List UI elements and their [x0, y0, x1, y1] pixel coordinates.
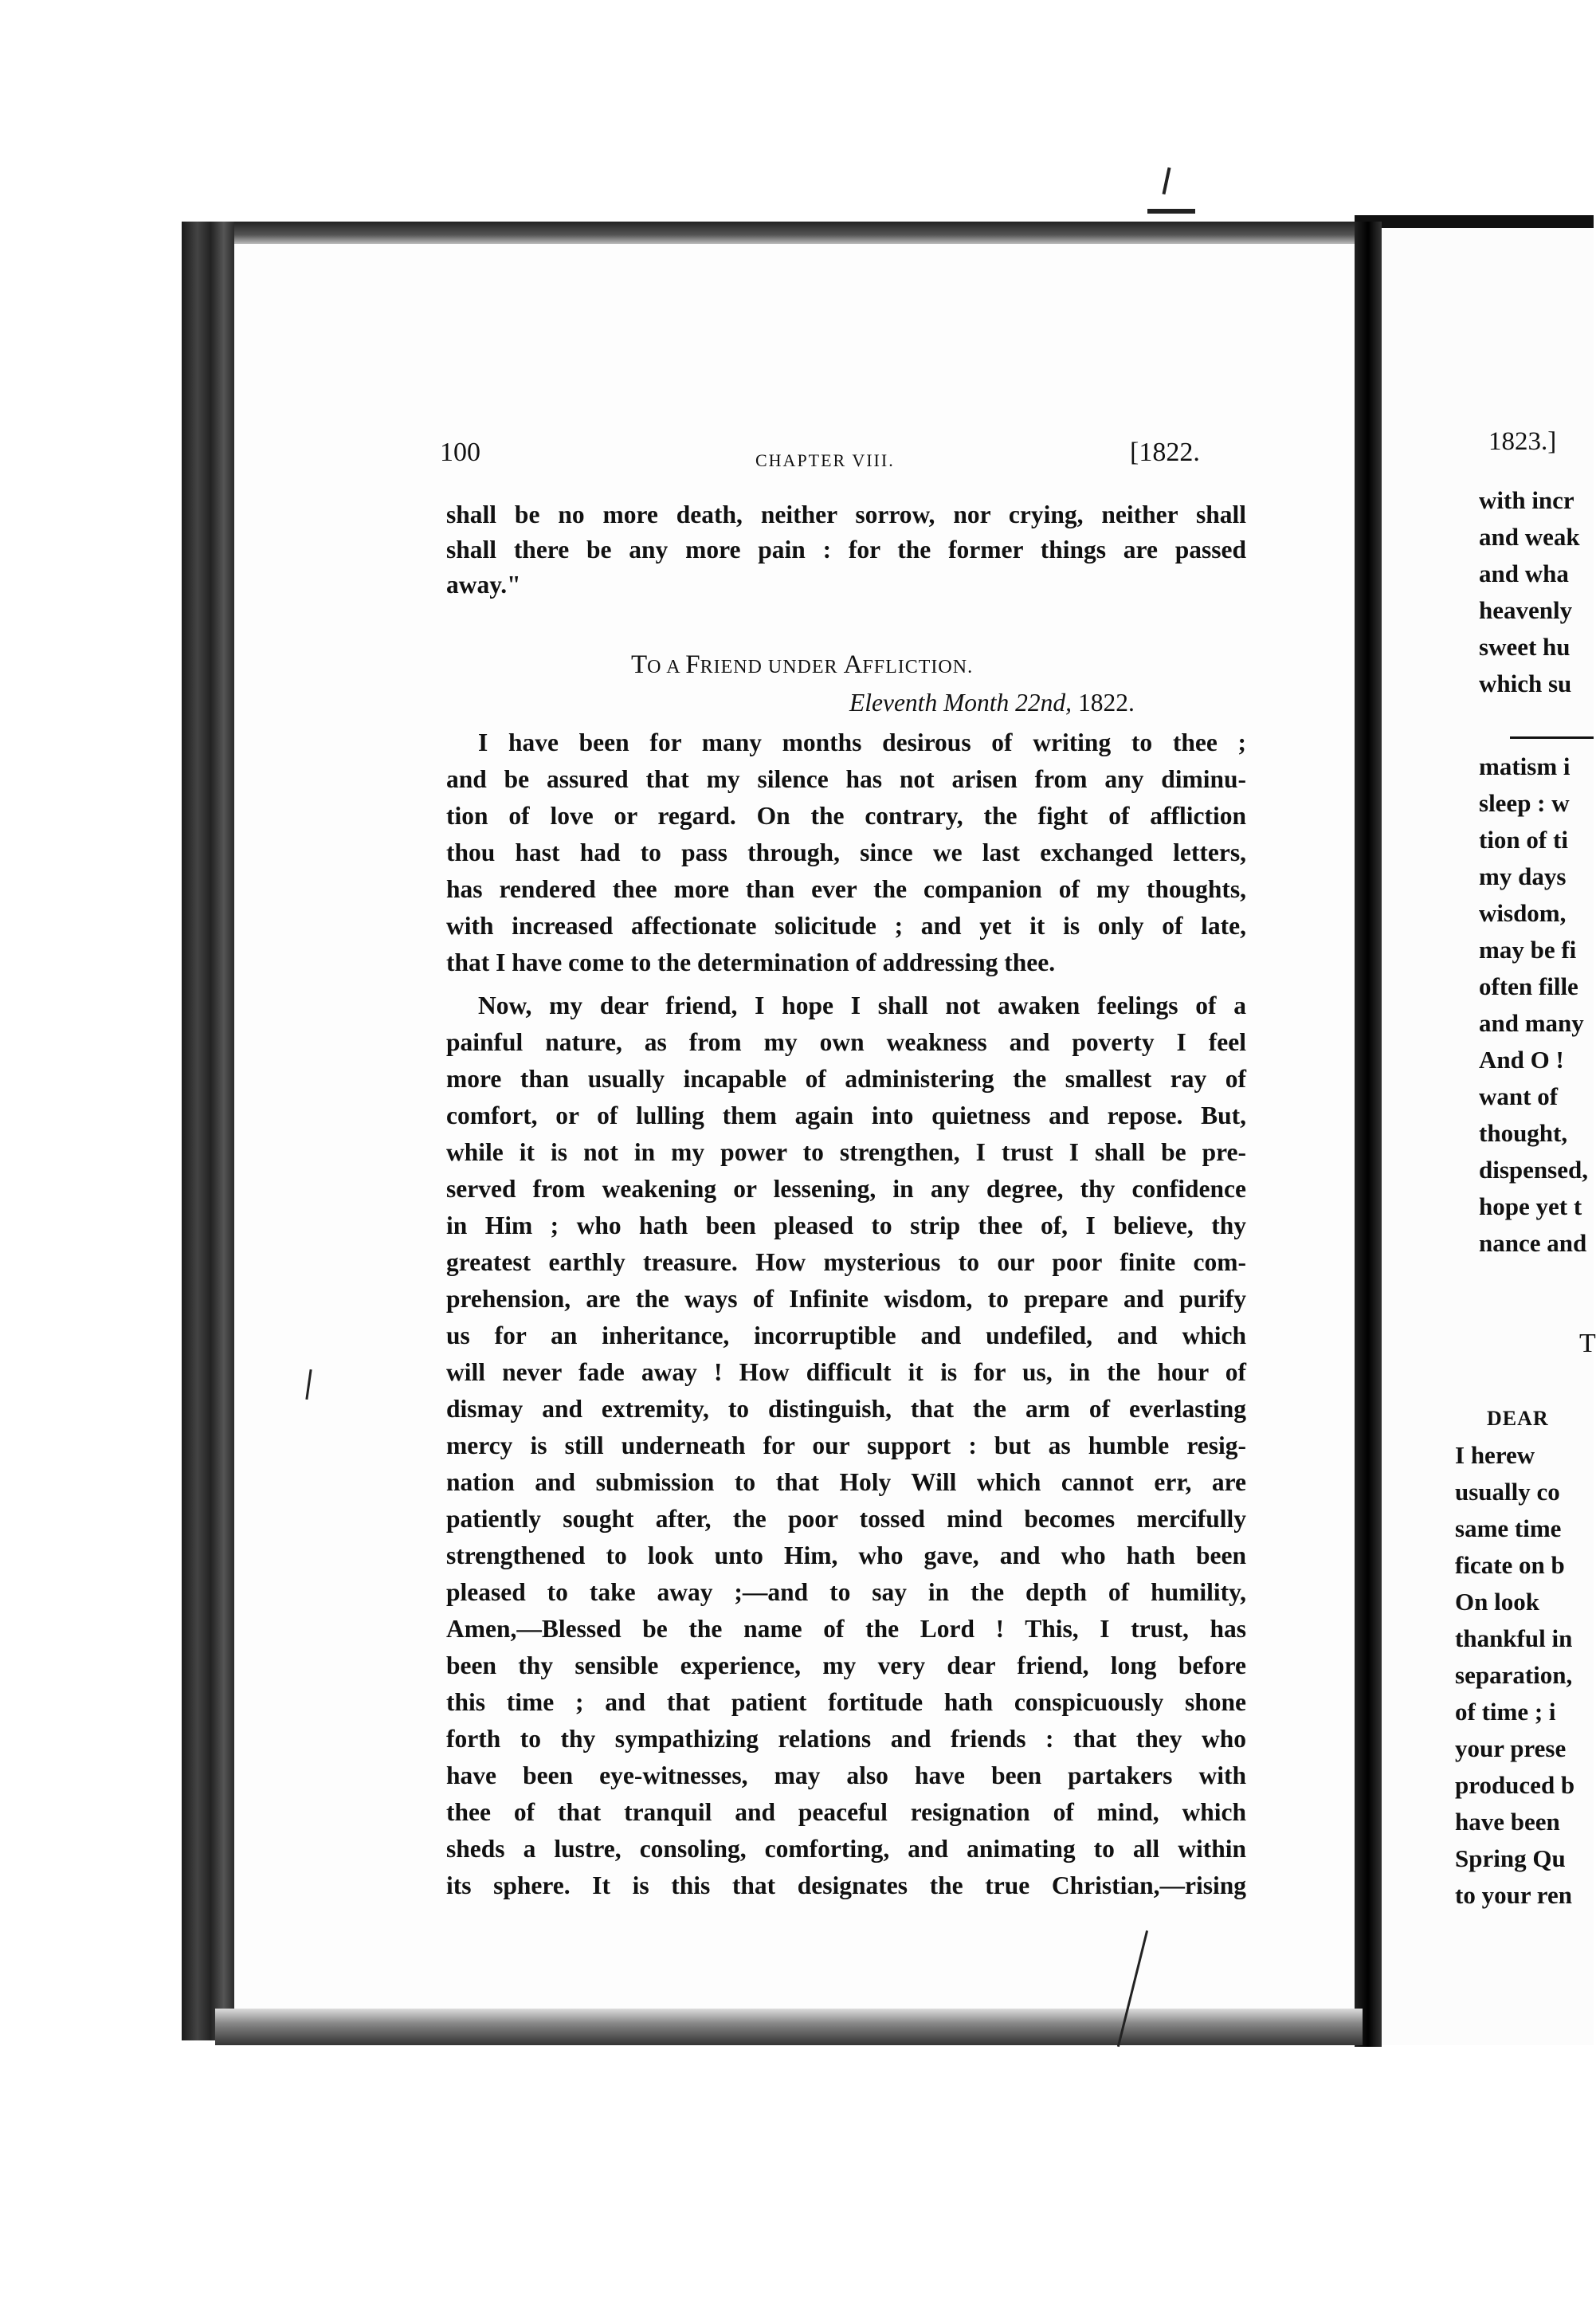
right-header-year: 1823.] — [1488, 427, 1557, 456]
text-line: tion of love or regard. On the contrary, the fight of affliction — [446, 802, 1246, 830]
right-text-line: I herew — [1455, 1441, 1535, 1469]
text-line: its sphere. It is this that designates the true Christian,—rising — [446, 1871, 1246, 1899]
text-line: in Him ; who hath been pleased to strip thee of, I believe, thy — [446, 1212, 1246, 1239]
text-line: I have been for many months desirous of writing to thee ; — [478, 729, 1246, 756]
right-text-line: matism i — [1479, 752, 1571, 780]
text-line: prehension, are the ways of Infinite wisdom, to prepare and purify — [446, 1285, 1246, 1313]
text-line: comfort, or of lulling them again into quietness and repose. But, — [446, 1102, 1246, 1129]
text-line: mercy is still underneath for our support : but as humble resig- — [446, 1431, 1246, 1459]
book-bottom-edge — [215, 2009, 1363, 2045]
text-line: Amen,—Blessed be the name of the Lord ! This, I trust, has — [446, 1615, 1246, 1643]
right-text-line: and weak — [1479, 523, 1580, 551]
right-heading-letter: T — [1579, 1329, 1596, 1358]
text-line: have been eye-witnesses, may also have been partakers with — [446, 1761, 1246, 1789]
right-text-line: have been — [1455, 1808, 1560, 1836]
text-line: away." — [446, 571, 521, 599]
text-line: more than usually incapable of administering the smallest ray of — [446, 1065, 1246, 1093]
text-line: with increased affectionate solicitude ; and yet it is only of late, — [446, 912, 1246, 940]
right-text-line: with incr — [1479, 486, 1574, 514]
right-text-line: sleep : w — [1479, 789, 1570, 817]
right-text-line: produced b — [1455, 1771, 1575, 1799]
right-text-line: nance and — [1479, 1229, 1587, 1257]
right-text-line: thought, — [1479, 1119, 1568, 1147]
right-text-line: to your ren — [1455, 1881, 1572, 1909]
header-year: [1822. — [1130, 438, 1200, 467]
text-line: thee of that tranquil and peaceful resignation of mind, which — [446, 1798, 1246, 1826]
right-salutation: DEAR — [1487, 1407, 1549, 1430]
right-text-line: And O ! — [1479, 1046, 1564, 1074]
book-left-edge — [182, 222, 234, 2040]
right-text-line: heavenly — [1479, 596, 1573, 624]
text-line: sheds a lustre, consoling, comforting, and animating to all within — [446, 1835, 1246, 1863]
right-text-line: usually co — [1455, 1478, 1560, 1506]
text-line: nation and submission to that Holy Will which cannot err, are — [446, 1468, 1246, 1496]
text-line: that I have come to the determination of addressing thee. — [446, 948, 1056, 976]
right-text-line: my days — [1479, 862, 1567, 890]
right-text-line: may be fi — [1479, 936, 1577, 964]
right-text-line: and wha — [1479, 560, 1569, 587]
right-text-line: sweet hu — [1479, 633, 1571, 661]
right-text-line: ficate on b — [1455, 1551, 1565, 1579]
text-line: been thy sensible experience, my very dear friend, long before — [446, 1651, 1246, 1679]
text-line: us for an inheritance, incorruptible and undefiled, and which — [446, 1322, 1246, 1349]
right-text-line: tion of ti — [1479, 826, 1568, 854]
right-text-line: On look — [1455, 1588, 1539, 1616]
text-line: pleased to take away ;—and to say in the depth of humility, — [446, 1578, 1246, 1606]
right-text-line: want of — [1479, 1082, 1559, 1110]
text-line: Now, my dear friend, I hope I shall not awaken feelings of a — [478, 992, 1246, 1019]
running-head: CHAPTER VIII. — [755, 450, 895, 470]
right-text-line: wisdom, — [1479, 899, 1567, 927]
text-line: patiently sought after, the poor tossed mind becomes mercifully — [446, 1505, 1246, 1533]
text-line: thou hast had to pass through, since we last exchanged letters, — [446, 838, 1246, 866]
scan-mark — [1163, 167, 1171, 194]
right-text-line: which su — [1479, 670, 1572, 697]
right-text-line: dispensed, — [1479, 1156, 1588, 1184]
section-rule — [1510, 736, 1594, 739]
text-line: has rendered thee more than ever the companion of my thoughts, — [446, 875, 1246, 903]
text-line: this time ; and that patient fortitude hath conspicuously shone — [446, 1688, 1246, 1716]
text-line: and be assured that my silence has not arisen from any diminu- — [446, 765, 1246, 793]
right-text-line: hope yet t — [1479, 1192, 1582, 1220]
right-text-line: Spring Qu — [1455, 1844, 1566, 1872]
text-line: painful nature, as from my own weakness and poverty I feel — [446, 1028, 1246, 1056]
book-gutter — [1355, 222, 1382, 2047]
letter-title: TO A FRIEND UNDER AFFLICTION. — [631, 650, 974, 679]
text-line: will never fade away ! How difficult it is for us, in the hour of — [446, 1358, 1246, 1386]
text-line: shall be no more death, neither sorrow, nor crying, neither shall — [446, 501, 1246, 528]
text-line: while it is not in my power to strengthen, I trust I shall be pre- — [446, 1138, 1246, 1166]
text-line: served from weakening or lessening, in any degree, thy confidence — [446, 1175, 1246, 1203]
right-text-line: same time — [1455, 1514, 1562, 1542]
letter-dateline: Eleventh Month 22nd, 1822. — [849, 689, 1135, 717]
text-line: strengthened to look unto Him, who gave, and who hath been — [446, 1541, 1246, 1569]
page-number: 100 — [440, 438, 480, 467]
scan-mark — [1147, 209, 1195, 214]
right-text-line: your prese — [1455, 1734, 1567, 1762]
right-text-line: of time ; i — [1455, 1698, 1556, 1726]
text-line: forth to thy sympathizing relations and friends : that they who — [446, 1725, 1246, 1753]
text-line: greatest earthly treasure. How mysterious to our poor finite com- — [446, 1248, 1246, 1276]
right-text-line: often fille — [1479, 972, 1578, 1000]
right-text-line: thankful in — [1455, 1624, 1573, 1652]
right-text-line: separation, — [1455, 1661, 1573, 1689]
text-line: shall there be any more pain : for the former things are passed — [446, 536, 1246, 564]
cover-top-right — [1355, 215, 1594, 228]
right-text-line: and many — [1479, 1009, 1584, 1037]
book-top-edge — [215, 222, 1378, 244]
text-line: dismay and extremity, to distinguish, that the arm of everlasting — [446, 1395, 1246, 1423]
